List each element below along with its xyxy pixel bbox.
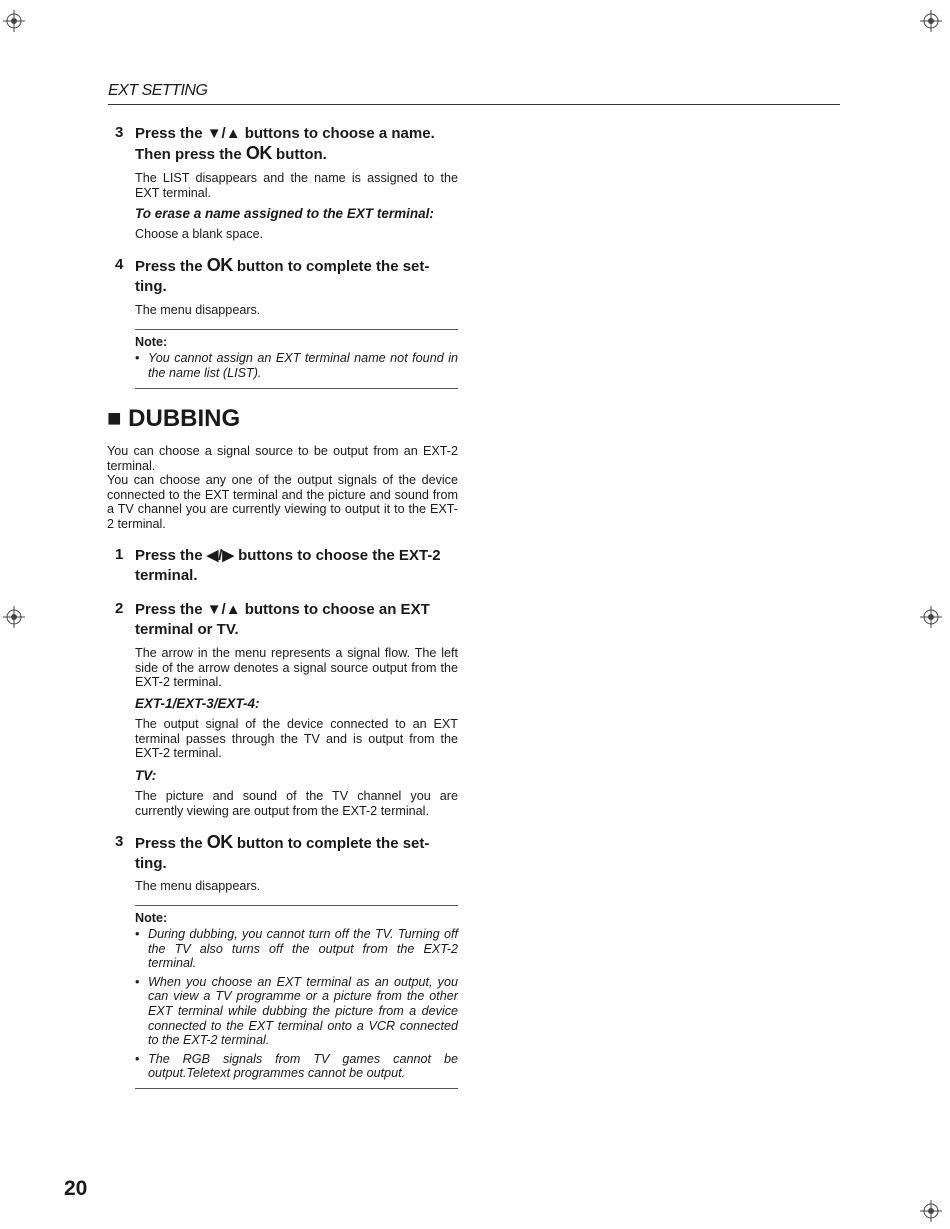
registration-mark-icon — [3, 10, 25, 32]
note-item: • The RGB signals from TV games cannot be output.Teletext programmes cannot be output. — [135, 1052, 458, 1081]
erase-heading: To erase a name assigned to the EXT terminal: — [135, 206, 434, 221]
dubbing-intro-2: You can choose any one of the output signals of the device connected to the EXT terminal and the picture and sound from a TV channel you are currently viewing to output it to the EXT-2 terminal. — [107, 473, 458, 531]
registration-mark-icon — [920, 10, 942, 32]
note-item: • When you choose an EXT terminal as an output, you can view a TV programme or a picture from the other EXT terminal while dubbing the picture from a device connected to the EXT terminal onto a VCR connected to the EXT-2 terminal. — [135, 975, 458, 1048]
step-4-complete: 4 Press the OK button to complete the set- ting. — [115, 255, 430, 295]
dubbing-step-3-body: The menu disappears. — [135, 879, 261, 893]
tv-heading: TV: — [135, 768, 157, 783]
ok-button-icon: OK — [245, 142, 272, 163]
dubbing-step-1: 1 Press the ◀/▶ buttons to choose the EXT-2 terminal. — [115, 546, 441, 584]
dubbing-step-2-body: The arrow in the menu represents a signal flow. The left side of the arrow denotes a signal source output from the EXT-2 terminal. — [135, 646, 458, 690]
registration-mark-icon — [920, 1200, 942, 1222]
ext-heading: EXT-1/EXT-3/EXT-4: — [135, 696, 260, 711]
page-number: 20 — [64, 1177, 88, 1200]
note-item: • During dubbing, you cannot turn off the TV. Turning off the TV also turns off the output from the EXT-2 terminal. — [135, 927, 458, 971]
erase-body: Choose a blank space. — [135, 227, 264, 241]
page-header — [108, 80, 840, 105]
step-3-body: The LIST disappears and the name is assigned to the EXT terminal. — [135, 171, 458, 200]
dubbing-intro-1: You can choose a signal source to be output from an EXT-2 terminal. — [107, 444, 458, 473]
step-3-choose-name: 3 Press the ▼/▲ buttons to choose a name. Then press the OK button. — [115, 124, 435, 163]
section-title-dubbing: ■ DUBBING — [107, 405, 241, 432]
note-item: • You cannot assign an EXT terminal name not found in the name list (LIST). — [135, 351, 458, 380]
tv-body: The picture and sound of the TV channel you are currently viewing are output from the EXT-2 terminal. — [135, 789, 458, 818]
ok-button-icon: OK — [206, 832, 233, 852]
header-title: EXT SETTING — [108, 82, 208, 99]
registration-mark-icon — [920, 606, 942, 628]
note-box: Note: • You cannot assign an EXT terminal name not found in the name list (LIST). — [135, 329, 458, 389]
note-box: Note: • During dubbing, you cannot turn off the TV. Turning off the TV also turns off the output from the EXT-2 terminal. • When you choose an EXT terminal as an output, you can view a TV programme or a picture from the other EXT terminal while dubbing the picture from a device connected to the EXT terminal onto a VCR connected to the EXT-2 terminal. • The RGB signals from TV games cannot be output.Teletext programmes cannot be output. — [135, 905, 458, 1089]
ok-button-icon: OK — [206, 255, 233, 275]
ext-body: The output signal of the device connected to an EXT terminal passes through the TV and is output from the EXT-2 terminal. — [135, 717, 458, 761]
dubbing-step-3: 3 Press the OK button to complete the set- ting. — [115, 832, 430, 872]
dubbing-step-2: 2 Press the ▼/▲ buttons to choose an EXT terminal or TV. — [115, 600, 430, 638]
step-4-body: The menu disappears. — [135, 303, 261, 317]
registration-mark-icon — [3, 606, 25, 628]
